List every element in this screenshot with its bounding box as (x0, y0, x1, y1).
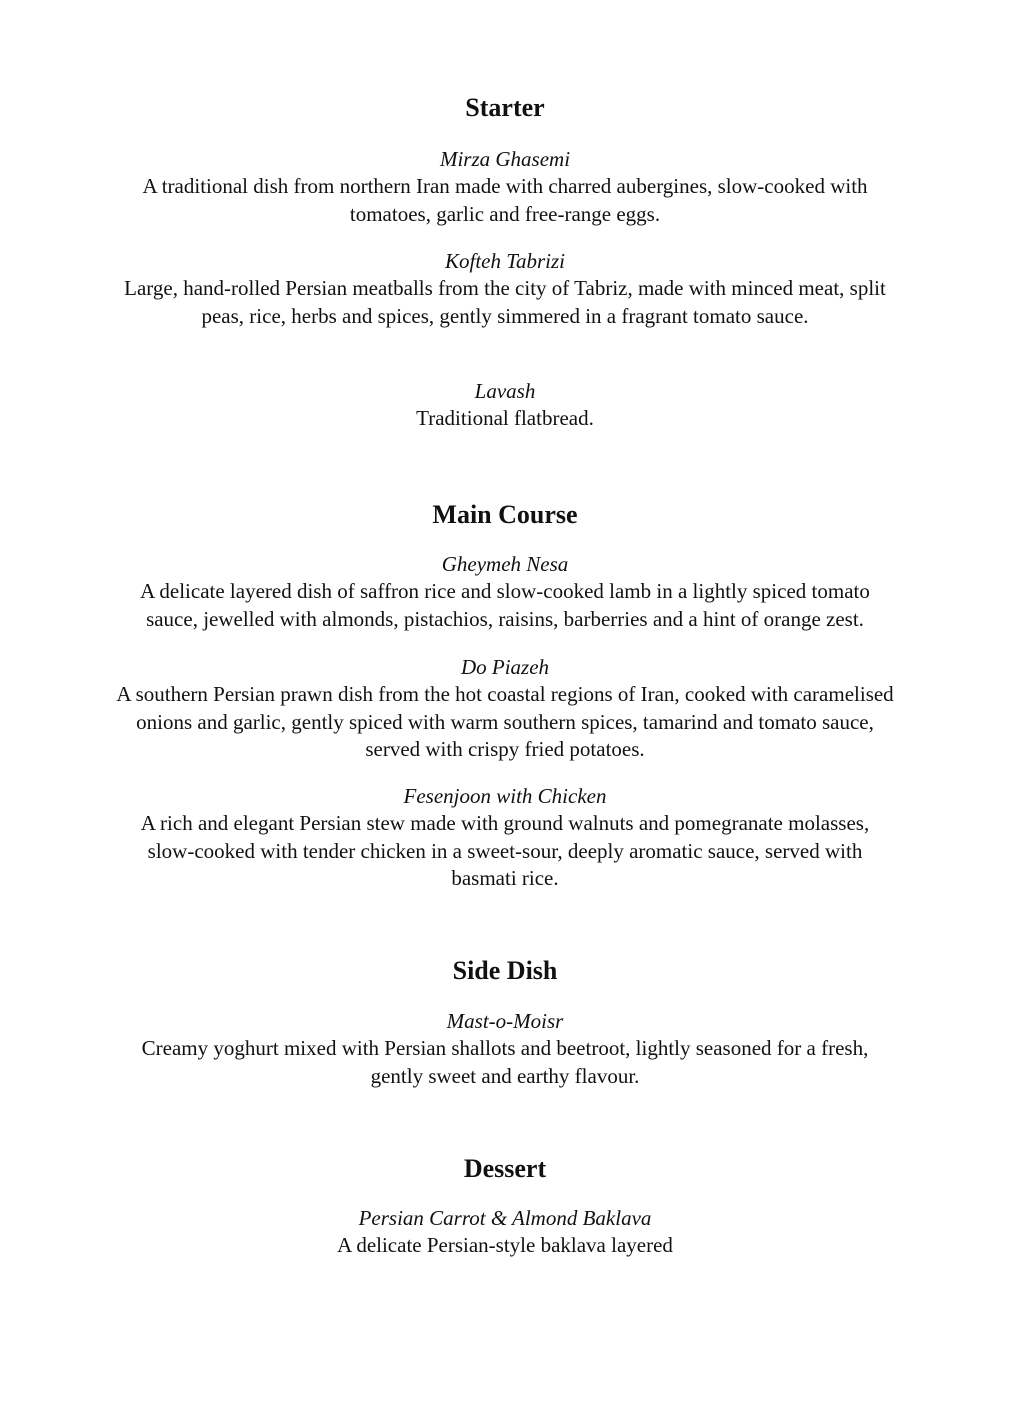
menu-item-kofteh-tabrizi (90, 248, 920, 330)
menu-item-name: Do Piazeh (460, 655, 550, 679)
menu-item-persian-carrot-almond-baklava (90, 1205, 920, 1260)
section-heading-main-course: Main Course (432, 500, 578, 529)
menu-item-description-line: peas, rice, herbs and spices, gently simmered in a fragrant tomato sauce. (201, 303, 809, 328)
menu-item-description-line: A rich and elegant Persian stew made with ground walnuts and pomegranate molasses, (140, 811, 870, 835)
menu-item-description-line: served with crispy fried potatoes. (365, 737, 645, 761)
menu-item-description-line: gently sweet and earthy flavour. (370, 1063, 640, 1088)
menu-item-do-piazeh (90, 654, 920, 764)
menu-item-description-line: sauce, jewelled with almonds, pistachios, raisins, barberries and a hint of orange zest. (146, 606, 864, 631)
menu-item-name: Mast-o-Moisr (446, 1009, 564, 1033)
section-heading-dessert: Dessert (463, 1154, 547, 1183)
menu-item-name: Kofteh Tabrizi (444, 249, 565, 273)
menu-item-description-line: Creamy yoghurt mixed with Persian shallots and beetroot, lightly seasoned for a fresh, (141, 1036, 869, 1060)
menu-item-description-line: A traditional dish from northern Iran made with charred aubergines, slow-cooked with (142, 174, 868, 198)
menu-item-name: Fesenjoon with Chicken (403, 784, 607, 808)
menu-item-name: Gheymeh Nesa (441, 552, 569, 576)
menu-item-description-line: tomatoes, garlic and free-range eggs. (349, 201, 661, 226)
menu-item-name: Lavash (474, 379, 536, 403)
menu-item-description-line: Large, hand-rolled Persian meatballs from the city of Tabriz, made with minced meat, split (124, 276, 886, 300)
menu-item-name: Persian Carrot & Almond Baklava (358, 1206, 652, 1230)
menu-item-description-line: basmati rice. (451, 866, 559, 890)
section-heading-side-dish: Side Dish (452, 956, 558, 985)
menu-item-description-line: A delicate Persian-style baklava layered (337, 1233, 673, 1257)
menu-item-description-line: slow-cooked with tender chicken in a sweet-sour, deeply aromatic sauce, served with (147, 838, 863, 863)
menu-item-description-line: A southern Persian prawn dish from the hot coastal regions of Iran, cooked with caramelised (116, 682, 894, 706)
menu-item-lavash (90, 378, 920, 433)
menu-item-name: Mirza Ghasemi (439, 147, 571, 171)
menu-item-fesenjoon-with-chicken (90, 783, 920, 893)
menu-item-description-line: Traditional flatbread. (416, 406, 594, 430)
menu-item-description-line: onions and garlic, gently spiced with warm southern spices, tamarind and tomato sauce, (136, 709, 874, 734)
menu-item-description-line: A delicate layered dish of saffron rice and slow-cooked lamb in a lightly spiced tomato (140, 579, 870, 603)
menu-item-gheymeh-nesa (90, 551, 920, 633)
menu-item-mirza-ghasemi (90, 146, 920, 228)
menu-item-mast-o-moisr (90, 1008, 920, 1090)
section-heading-starter: Starter (465, 93, 545, 122)
